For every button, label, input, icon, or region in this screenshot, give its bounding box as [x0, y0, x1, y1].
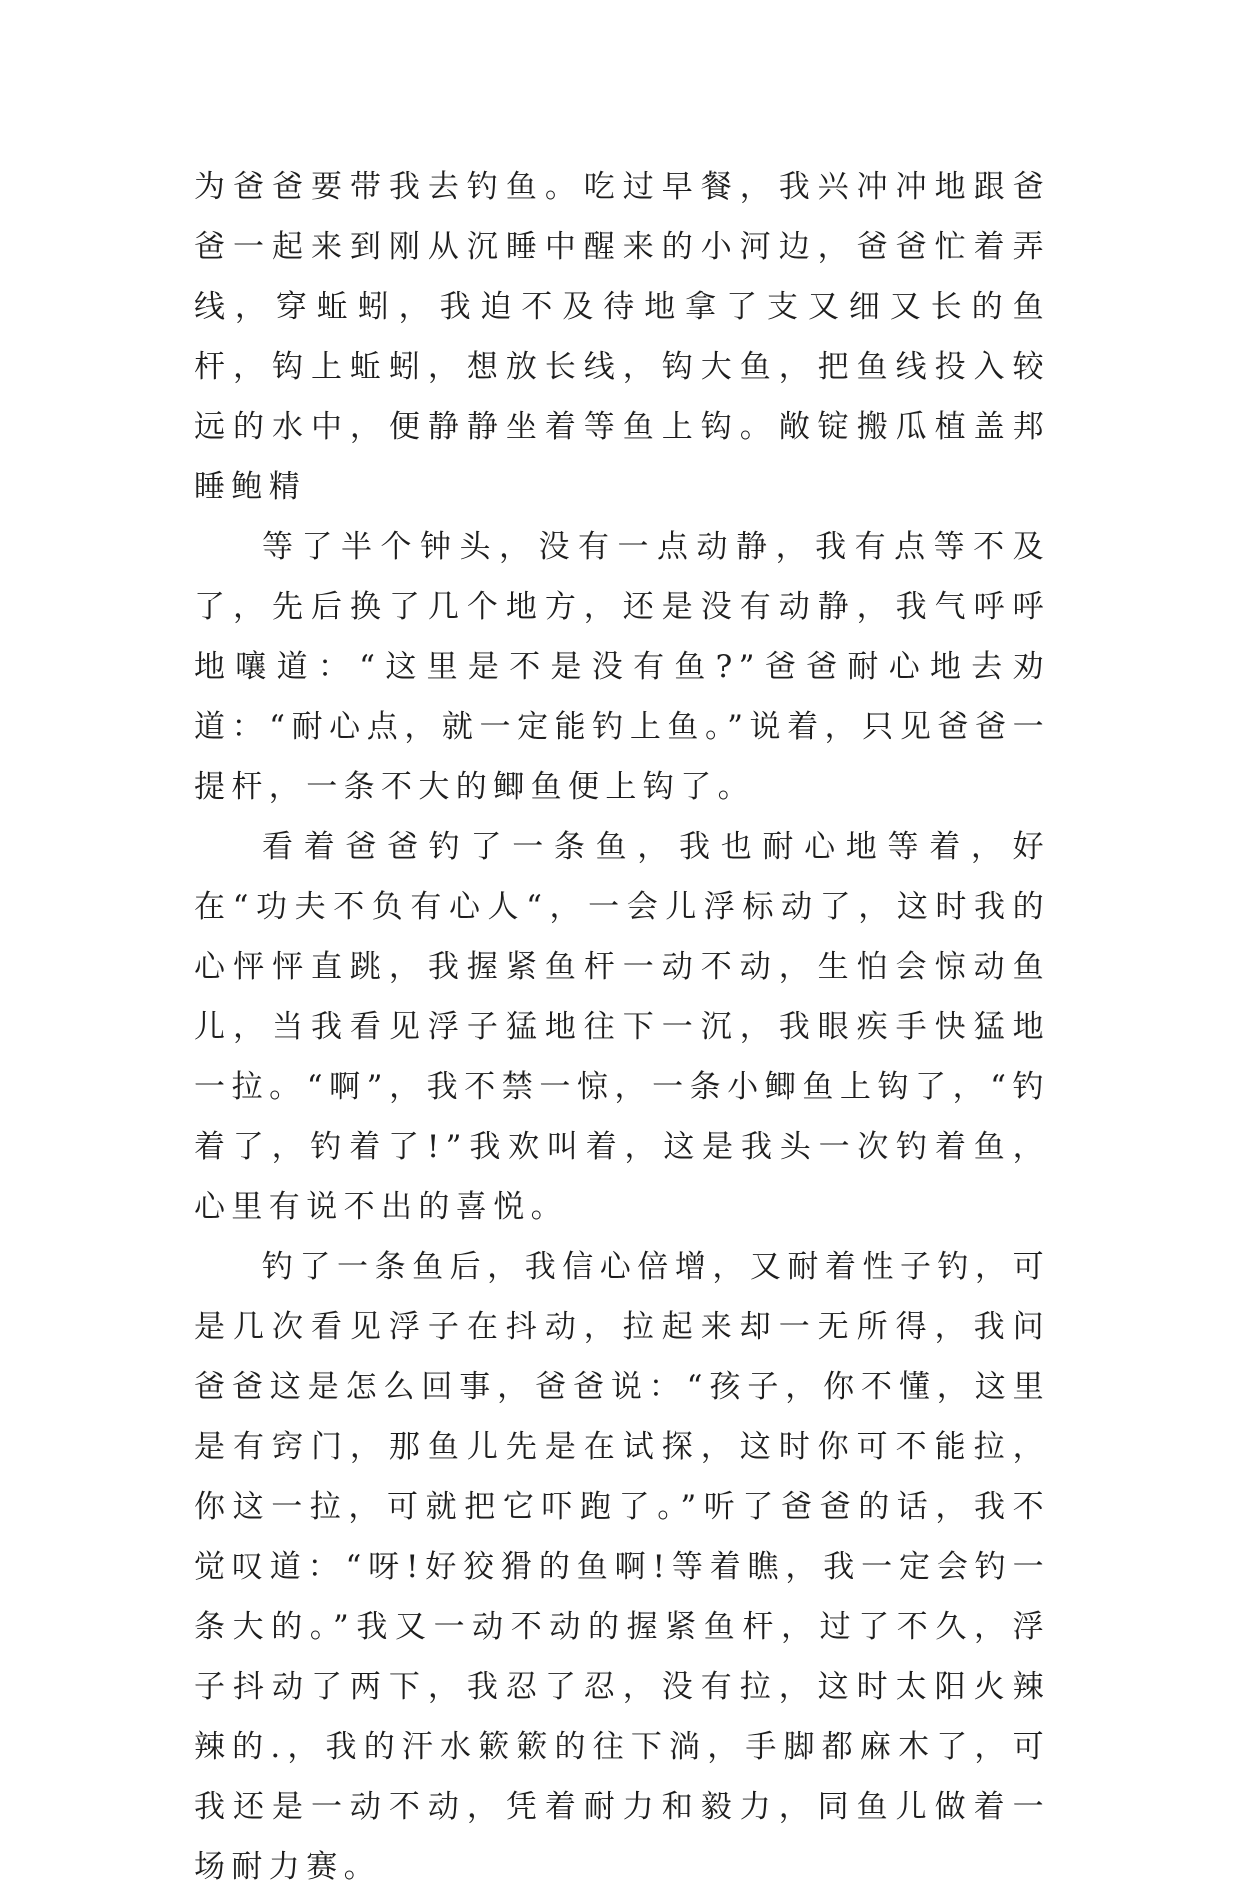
paragraph-2: 等了半个钟头，没有一点动静，我有点等不及了，先后换了几个地方，还是没有动静，我气呼呼地嚷道：“这里是不是没有鱼?”爸爸耐心地去劝道：“耐心点，就一定能钓上鱼。”说着，只见爸爸一提杆，一条不大的鲫鱼便上钩了。: [194, 529, 1050, 805]
paragraph-3: 看着爸爸钓了一条鱼，我也耐心地等着，好在“功夫不负有心人“，一会儿浮标动了，这时我的心怦怦直跳，我握紧鱼杆一动不动，生怕会惊动鱼儿，当我看见浮子猛地往下一沉，我眼疾手快猛地一拉。“啊”，我不禁一惊，一条小鲫鱼上钩了，“钓着了，钓着了!”我欢叫着，这是我头一次钓着鱼，心里有说不出的喜悦。: [194, 829, 1050, 1225]
paragraph-4: 钓了一条鱼后，我信心倍增，又耐着性子钓，可是几次看见浮子在抖动，拉起来却一无所得，我问爸爸这是怎么回事，爸爸说：“孩子，你不懂，这里是有窍门，那鱼儿先是在试探，这时你可不能拉，你这一拉，可就把它吓跑了。”听了爸爸的话，我不觉叹道：“呀!好狡猾的鱼啊!等着瞧，我一定会钓一条大的。”我又一动不动的握紧鱼杆，过了不久，浮子抖动了两下，我忍了忍，没有拉，这时太阳火辣辣的.，我的汗水簌簌的往下淌，手脚都麻木了，可我还是一动不动，凭着耐力和毅力，同鱼儿做着一场耐力赛。: [194, 1249, 1050, 1885]
essay-body: [194, 157, 1050, 1897]
paragraph-1: 为爸爸要带我去钓鱼。吃过早餐，我兴冲冲地跟爸爸一起来到刚从沉睡中醒来的小河边，爸爸忙着弄线，穿蚯蚓，我迫不及待地拿了支又细又长的鱼杆，钩上蚯蚓，想放长线，钩大鱼，把鱼线投入较远的水中，便静静坐着等鱼上钩。敞锭搬瓜植盖邦睡鲍精: [194, 169, 1050, 505]
